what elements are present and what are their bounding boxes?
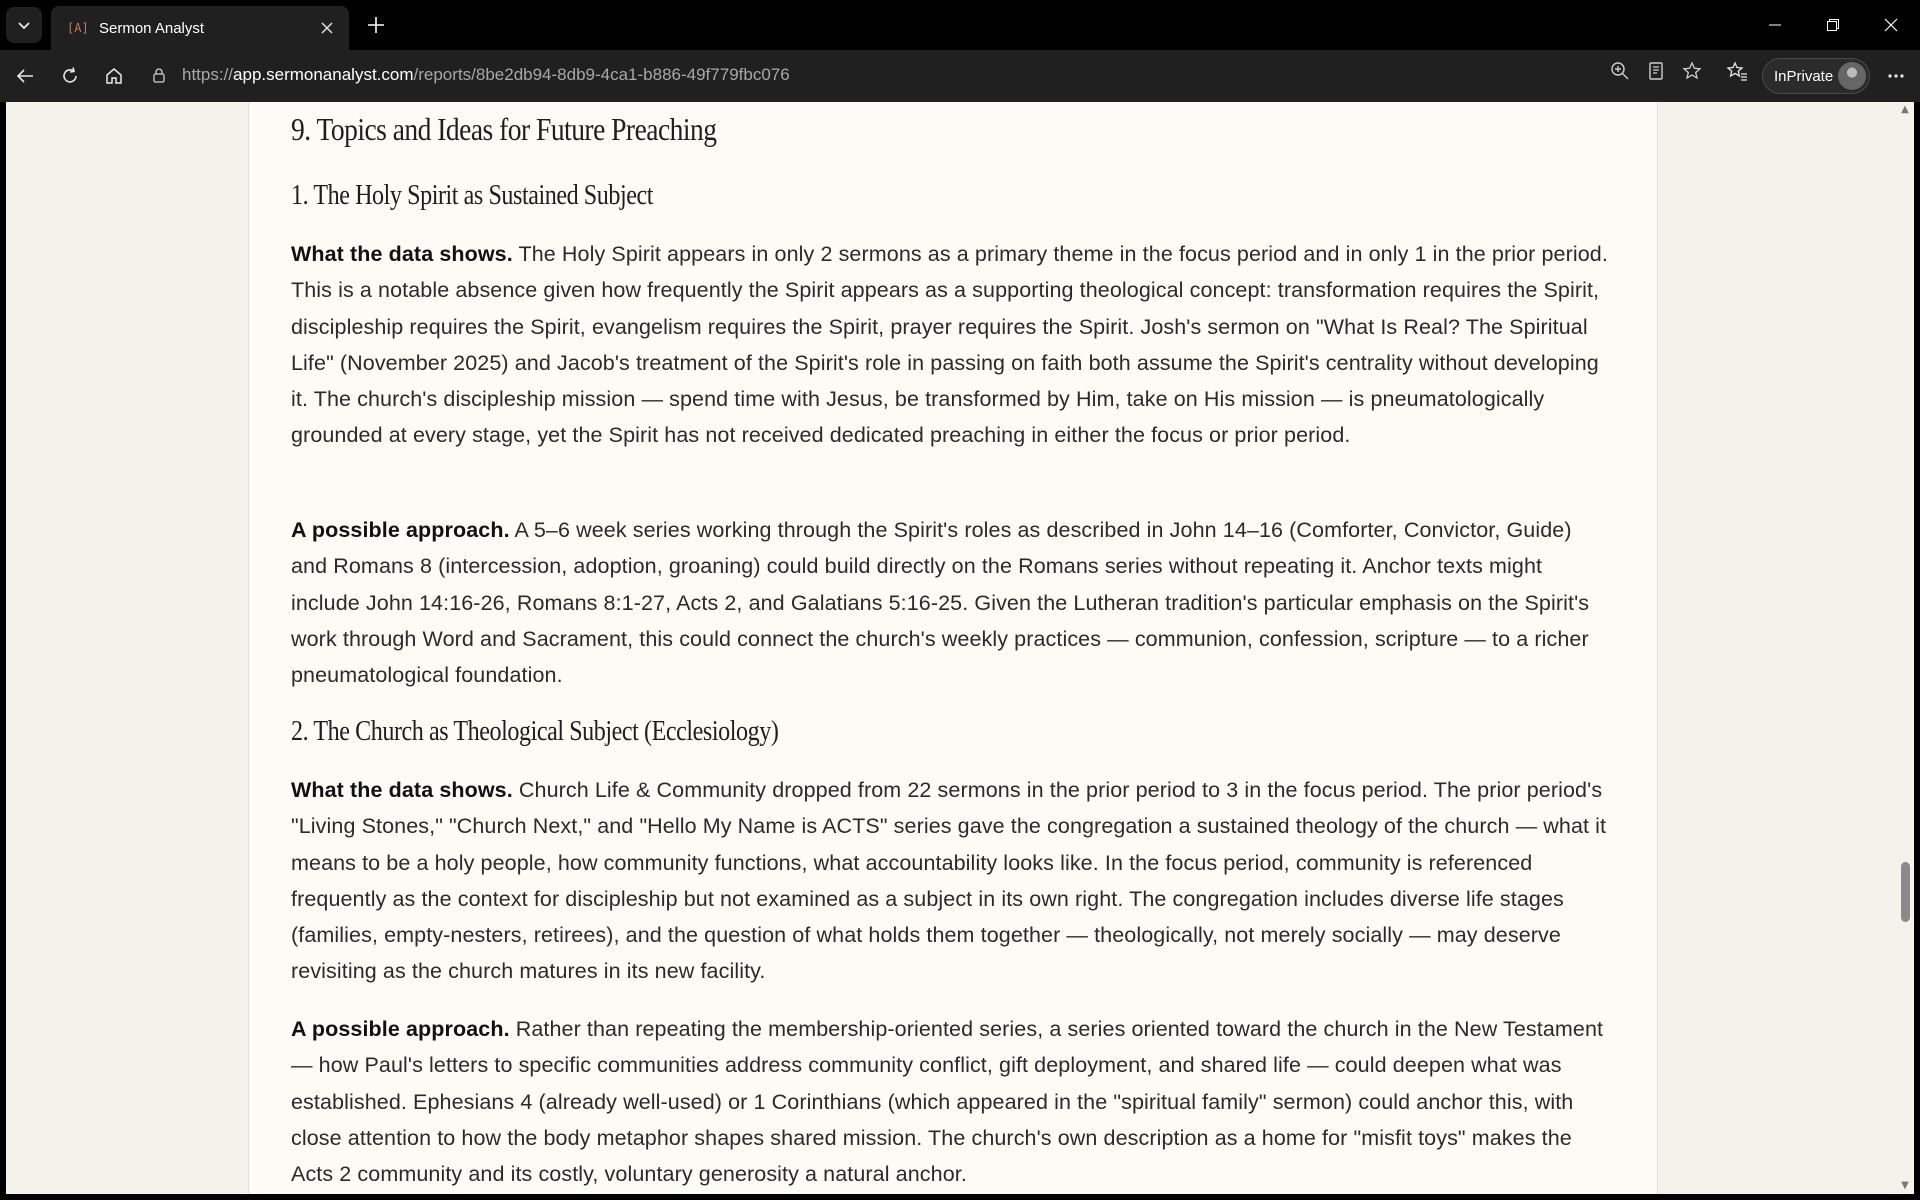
home-button[interactable] [98,60,130,92]
scroll-down-arrow[interactable]: ▼ [1901,1180,1909,1191]
topic-2-data-label: What the data shows. [291,778,513,802]
url-text [182,65,790,85]
active-tab[interactable] [51,6,349,50]
scroll-up-arrow[interactable]: ▲ [1901,104,1909,115]
navigation-bar [0,50,1920,102]
section-heading: 9. Topics and Ideas for Future Preaching [291,111,717,147]
star-icon [1682,61,1702,81]
more-icon [1887,73,1905,79]
address-bar[interactable] [142,57,1754,93]
topic-1-approach-label: A possible approach. [291,518,510,542]
reader-mode-icon [1646,61,1666,81]
topic-1-data-paragraph [291,236,1611,454]
page-viewport [6,102,1914,1194]
back-button[interactable] [9,60,41,92]
minimize-icon [1769,19,1781,31]
lock-icon [151,67,167,83]
plus-icon [367,16,385,34]
minimize-button[interactable] [1746,0,1804,50]
scrollbar-thumb[interactable] [1901,862,1910,922]
topic-2-data-paragraph [291,772,1611,990]
topic-1-data-label: What the data shows. [291,242,513,266]
url-host: app.sermonanalyst.com [233,65,414,84]
tab-close-button[interactable] [315,16,339,40]
close-window-button[interactable] [1862,0,1920,50]
topic-1-heading: 1. The Holy Spirit as Sustained Subject [291,180,654,211]
reload-button[interactable] [54,60,86,92]
settings-and-more-button[interactable] [1880,60,1912,92]
topic-2-heading: 2. The Church as Theological Subject (Ecclesiology) [291,716,779,747]
back-arrow-icon [15,66,35,86]
tab-favicon: [A] [67,21,89,35]
topic-2-approach-paragraph [291,1011,1611,1192]
close-icon [321,22,333,34]
vertical-scrollbar[interactable] [1896,102,1914,1194]
home-icon [104,66,124,86]
zoom-icon [1610,61,1630,81]
topic-1-data-text: The Holy Spirit appears in only 2 sermons as a primary theme in the focus period and in only 1 in the prior period. This is a notable absence given how frequently the Spirit appears as a supporting theological concept: transformation requires the Spirit, discipleship requires the Spirit, evangelism requires the Spirit, prayer requires the Spirit. Josh's sermon on "What Is Real? The Spiritual Life" (November 2025) and Jacob's treatment of the Spirit's role in passing on faith both assume the Spirit's centrality without developing it. The church's discipleship mission — spend time with Jesus, be transformed by Him, take on His mission — is pneumatologically grounded at every stage, yet the Spirit has not received dedicated preaching in either the focus or prior period. [291,242,1608,448]
topic-1-approach-text: A 5–6 week series working through the Spirit's roles as described in John 14–16 (Comforter, Convictor, Guide) and Romans 8 (intercession, adoption, groaning) could build directly on the Romans series without repeating it. Anchor texts might include John 14:16-26, Romans 8:1-27, Acts 2, and Galatians 5:16-25. Given the Lutheran tradition's particular emphasis on the Spirit's work through Word and Sacrament, this could connect the church's weekly practices — communion, confession, scripture — to a richer pneumatological foundation. [291,518,1590,688]
close-icon [1884,18,1898,32]
favorites-icon [1726,60,1748,82]
zoom-button[interactable] [1608,59,1632,83]
site-info-button[interactable] [150,66,168,84]
reader-mode-button[interactable] [1644,59,1668,83]
topic-2-data-text: Church Life & Community dropped from 22 sermons in the prior period to 3 in the focus period. The prior period's "Living Stones," "Church Next," and "Hello My Name is ACTS" series gave the congregation a sustained theology of the church — what it means to be a holy people, how community functions, what accountability looks like. In the focus period, community is referenced frequently as the context for discipleship but not examined as a subject in its own right. The congregation includes diverse life stages (families, empty-nesters, retirees), and the question of what holds them together — theologically, not merely socially — may deserve revisiting as the church matures in its new facility. [291,778,1607,984]
tab-list-button[interactable] [6,7,42,43]
tab-title: Sermon Analyst [99,19,205,37]
restore-button[interactable] [1804,0,1862,50]
new-tab-button[interactable] [362,11,390,39]
url-path: /reports/8be2db94-8db9-4ca1-b886-49f779fbc076 [413,65,790,84]
tab-strip [0,0,1920,50]
topic-2-approach-text: Rather than repeating the membership-oriented series, a series oriented toward the church in the New Testament — how Paul's letters to specific communities address community conflict, gift deployment, and shared life — could deepen what was established. Ephesians 4 (already well-used) or 1 Corinthians (which appeared in the "spiritual family" sermon) could anchor this, with close attention to how the body metaphor shapes shared mission. The church's own description as a home for "misfit toys" makes the Acts 2 community and its costly, voluntary generosity a natural anchor. [291,1017,1604,1187]
favorites-button[interactable] [1725,59,1749,83]
inprivate-profile-button[interactable] [1762,58,1870,94]
chevron-down-icon [16,17,32,33]
restore-icon [1827,19,1839,31]
window-controls [1746,0,1920,50]
inprivate-label: InPrivate [1774,67,1834,85]
favorite-button[interactable] [1680,59,1704,83]
url-scheme: https:// [182,65,234,84]
topic-1-approach-paragraph [291,512,1611,693]
reload-icon [60,66,80,86]
avatar [1838,62,1866,90]
topic-2-approach-label: A possible approach. [291,1017,510,1041]
